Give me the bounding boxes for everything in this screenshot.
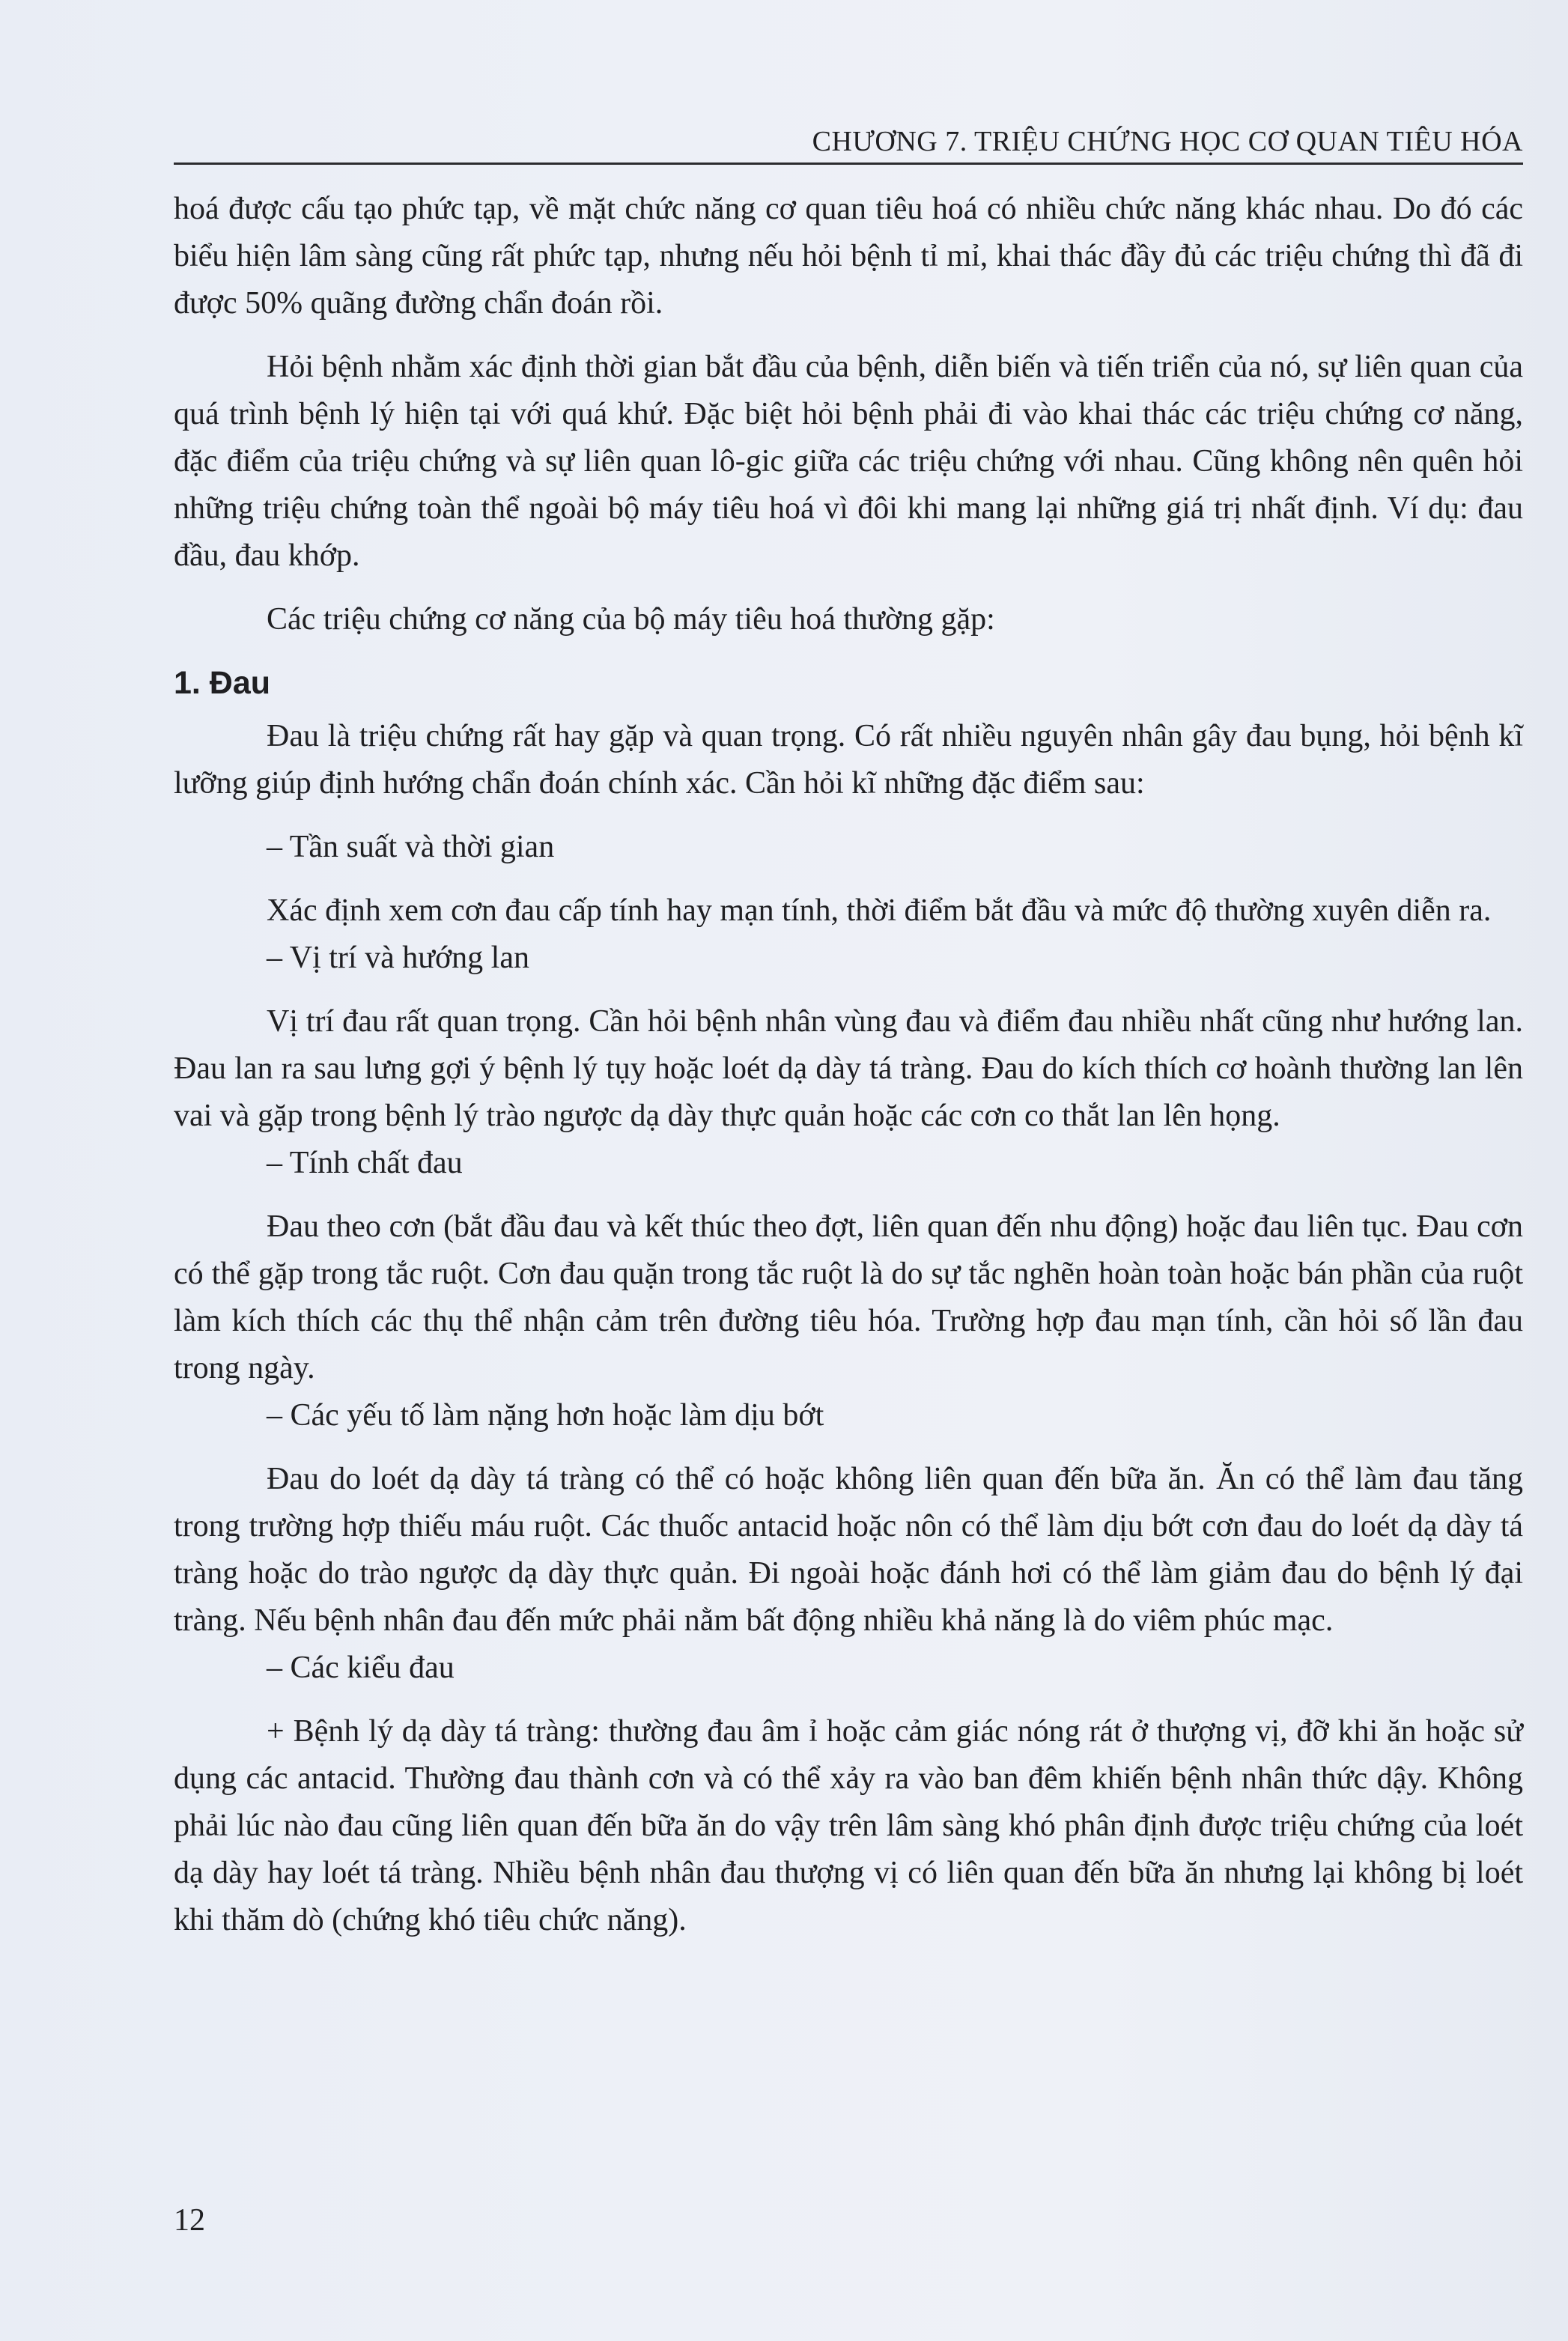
paragraph-symptoms-intro: Các triệu chứng cơ năng của bộ máy tiêu hoá thường gặp: — [267, 602, 995, 637]
paragraph-nature: Đau theo cơn (bắt đầu đau và kết thúc theo đợt, liên quan đến nhu động) hoặc đau liên tục. Đau cơn có thể gặp trong tắc ruột. Cơn đau quặn trong tắc ruột là do sự tắc nghẽn hoàn toàn hoặc bán phần của ruột làm kích thích các thụ thể nhận cảm trên đường tiêu hóa. Trường hợp đau mạn tính, cần hỏi số lần đau trong ngày. — [174, 1209, 1523, 1385]
page-content — [174, 186, 1523, 1944]
section-heading-pain: 1. Đau — [174, 665, 271, 701]
list-item-types: – Các kiểu đau — [267, 1651, 455, 1685]
list-item-nature: – Tính chất đau — [267, 1146, 463, 1180]
paragraph-factors: Đau do loét dạ dày tá tràng có thể có hoặc không liên quan đến bữa ăn. Ăn có thể làm đau tăng trong trường hợp thiếu máu ruột. Các thuốc antacid hoặc nôn có thể làm dịu bớt cơn đau do loét dạ dày tá tràng hoặc do trào ngược dạ dày thực quản. Đi ngoài hoặc đánh hơi có thể làm giảm đau do bệnh lý đại tràng. Nếu bệnh nhân đau đến mức phải nằm bất động nhiều khả năng là do viêm phúc mạc. — [174, 1462, 1523, 1638]
paragraph-location: Vị trí đau rất quan trọng. Cần hỏi bệnh nhân vùng đau và điểm đau nhiều nhất cũng như hướng lan. Đau lan ra sau lưng gợi ý bệnh lý tụy hoặc loét dạ dày tá tràng. Đau do kích thích cơ hoành thường lan lên vai và gặp trong bệnh lý trào ngược dạ dày thực quản hoặc các cơn co thắt lan lên họng. — [174, 1004, 1523, 1133]
paragraph-frequency: Xác định xem cơn đau cấp tính hay mạn tính, thời điểm bắt đầu và mức độ thường xuyên diễn ra. — [267, 893, 1492, 928]
list-item-location: – Vị trí và hướng lan — [267, 941, 529, 975]
page-number: 12 — [174, 2203, 205, 2238]
paragraph-gastroduodenal: + Bệnh lý dạ dày tá tràng: thường đau âm ỉ hoặc cảm giác nóng rát ở thượng vị, đỡ khi ăn hoặc sử dụng các antacid. Thường đau thành cơn và có thể xảy ra vào ban đêm khiến bệnh nhân thức dậy. Không phải lúc nào đau cũng liên quan đến bữa ăn do vậy trên lâm sàng khó phân định được triệu chứng của loét dạ dày hay loét tá tràng. Nhiều bệnh nhân đau thượng vị có liên quan đến bữa ăn nhưng lại không bị loét khi thăm dò (chứng khó tiêu chức năng). — [174, 1714, 1523, 1937]
list-item-factors: – Các yếu tố làm nặng hơn hoặc làm dịu bớt — [267, 1398, 824, 1433]
list-item-frequency: – Tần suất và thời gian — [267, 830, 555, 864]
header-rule — [174, 163, 1523, 165]
paragraph-pain-intro: Đau là triệu chứng rất hay gặp và quan trọng. Có rất nhiều nguyên nhân gây đau bụng, hỏi bệnh kĩ lưỡng giúp định hướng chẩn đoán chính xác. Cần hỏi kĩ những đặc điểm sau: — [174, 719, 1523, 801]
running-header: CHƯƠNG 7. TRIỆU CHỨNG HỌC CƠ QUAN TIÊU HÓA — [812, 126, 1523, 157]
paragraph-continuation: hoá được cấu tạo phức tạp, về mặt chức năng cơ quan tiêu hoá có nhiều chức năng khác nhau. Do đó các biểu hiện lâm sàng cũng rất phức tạp, nhưng nếu hỏi bệnh tỉ mỉ, khai thác đầy đủ các triệu chứng thì đã đi được 50% quãng đường chẩn đoán rồi. — [174, 192, 1523, 321]
paragraph-history-taking: Hỏi bệnh nhằm xác định thời gian bắt đầu của bệnh, diễn biến và tiến triển của nó, sự liên quan của quá trình bệnh lý hiện tại với quá khứ. Đặc biệt hỏi bệnh phải đi vào khai thác các triệu chứng cơ năng, đặc điểm của triệu chứng và sự liên quan lô-gic giữa các triệu chứng với nhau. Cũng không nên quên hỏi những triệu chứng toàn thể ngoài bộ máy tiêu hoá vì đôi khi mang lại những giá trị nhất định. Ví dụ: đau đầu, đau khớp. — [174, 350, 1523, 573]
